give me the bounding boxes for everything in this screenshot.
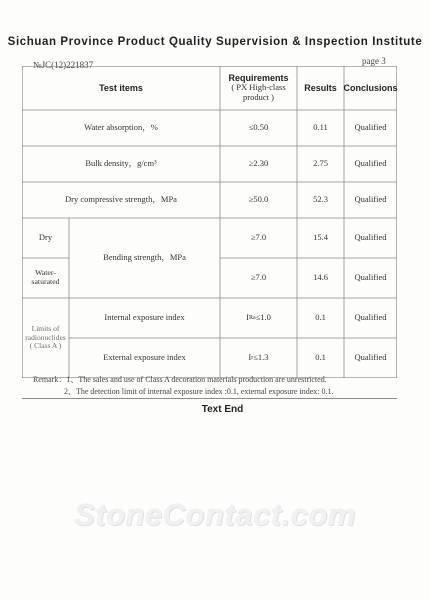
item-bulk-density: Bulk density，g/cm³ [85,158,157,169]
header-results: Results [304,82,337,93]
requirements-qualifier-1: ( PX High-class [231,82,286,93]
remark-line-1: Remark：1、The sales and use of Class A decoration materials production are unrestricted. [33,375,327,384]
result-compressive-strength: 52.3 [313,194,328,205]
req-bending-dry: ≥7.0 [250,232,267,243]
conclusion-compressive-strength: Qualified [354,194,387,205]
radionuclides-label-line1: Limits of [31,324,60,334]
item-bending-strength: Bending strength，MPa [103,252,186,263]
radionuclides-label-line3: ( Class A ) [29,341,62,351]
result-bending-wet: 14.6 [313,272,328,283]
requirements-qualifier-2: product ) [243,92,274,103]
radionuclides-label [22,298,69,378]
header-requirements [220,66,297,110]
item-external-exposure: External exposure index [103,352,186,363]
item-water-absorption: Water absorption，% [84,122,158,133]
bending-dry-label: Dry [38,232,53,243]
item-internal-exposure: Internal exposure index [104,312,185,323]
conclusion-water-absorption: Qualified [354,122,387,133]
report-number: №JC(12)221837 [33,60,94,70]
item-compressive-strength: Dry compressive strength，MPa [65,194,177,205]
result-bulk-density: 2.75 [313,158,328,169]
conclusion-internal-exposure: Qualified [354,312,387,323]
req-external-exposure [220,338,297,378]
bending-wet-label: Water-saturated [31,268,60,286]
conclusion-bending-dry: Qualified [354,232,387,243]
result-bending-dry: 15.4 [313,232,328,243]
req-external-subscript: r [251,354,254,361]
req-water-absorption: ≤0.50 [248,122,269,133]
result-water-absorption: 0.11 [313,122,328,133]
req-internal-exposure [220,298,297,338]
page-number: page 3 [362,56,386,66]
header-conclusions: Conclusions [343,82,398,93]
text-end-marker: Text End [201,404,244,415]
conclusion-bending-wet: Qualified [354,272,387,283]
radionuclides-label-line2: radionuclides [25,332,66,342]
conclusion-bulk-density: Qualified [354,158,387,169]
req-internal-limit: ≤1.0 [255,312,271,323]
remark-line-2: 2、The detection limit of internal exposure index :0.1, external exposure index: 0.1. [64,387,334,396]
institute-title: Sichuan Province Product Quality Supervision & Inspection Institute [7,36,423,48]
req-external-symbol: I [248,352,252,363]
result-internal-exposure: 0.1 [315,312,326,323]
watermark-logo: StoneContact.com [74,497,356,532]
req-bulk-density: ≥2.30 [248,158,269,169]
req-internal-subscript: Ra [248,314,256,321]
header-test-items: Test items [99,82,143,93]
req-bending-wet: ≥7.0 [250,272,267,283]
remarks-bottom-rule [22,398,397,399]
req-compressive-strength: ≥50.0 [248,194,269,205]
requirements-heading: Requirements [228,73,289,84]
req-external-limit: ≤1.3 [253,352,269,363]
result-external-exposure: 0.1 [315,352,326,363]
conclusion-external-exposure: Qualified [354,352,387,363]
req-internal-symbol: I [246,312,249,323]
